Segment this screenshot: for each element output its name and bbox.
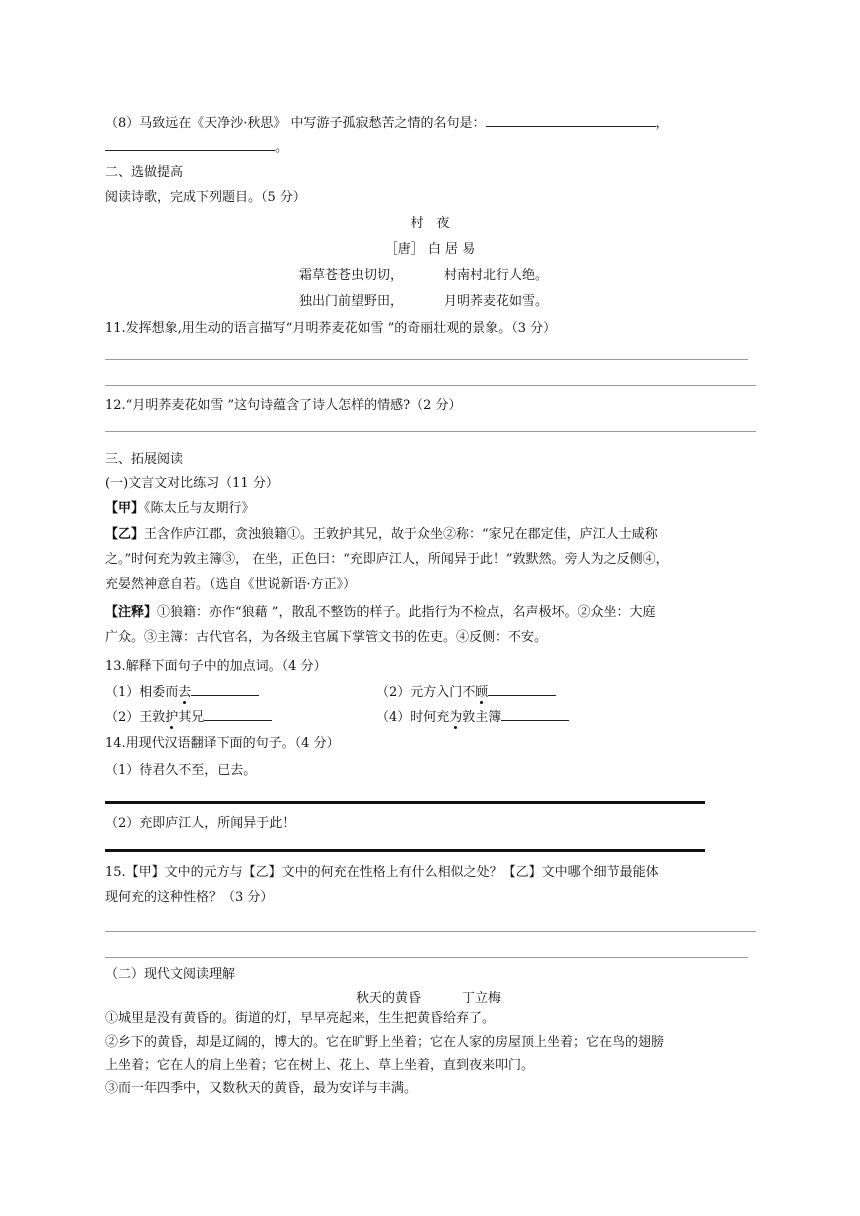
- question-13-item-4: （4）时何充为敦主簿: [376, 708, 569, 727]
- question-15-line-2: 现何充的这种性格？（3 分）: [105, 890, 274, 905]
- answer-line[interactable]: [105, 931, 756, 932]
- article-author: 丁立梅: [462, 991, 502, 1006]
- answer-line[interactable]: [105, 431, 756, 432]
- answer-blank[interactable]: [191, 683, 259, 696]
- article-title: 秋天的黄昏: [356, 991, 422, 1006]
- poem-title: 村 夜: [410, 216, 450, 231]
- answer-blank[interactable]: [486, 114, 656, 127]
- section-2-heading: 二、选做提高: [105, 165, 184, 180]
- question-13-item-3: （2）王敦护其兄: [105, 708, 272, 727]
- question-8: （8）马致远在《天净沙·秋思》 中写游子孤寂愁苦之情的名句是： ，: [105, 116, 669, 131]
- answer-line[interactable]: [105, 957, 748, 958]
- section-3-heading: 三、拓展阅读: [105, 452, 184, 467]
- paragraph-2-line-2: 上坐着；它在人的肩上坐着；它在树上、花上、草上坐着，直到夜来叩门。: [105, 1058, 535, 1073]
- section-2-intro: 阅读诗歌，完成下列题目。（5 分）: [105, 190, 306, 205]
- question-14-title: 14.用现代汉语翻译下面的句子。（4 分）: [105, 736, 340, 751]
- question-15-line-1: 15.【甲】文中的元方与【乙】文中的何充在性格上有什么相似之处？【乙】文中哪个细节最能体: [105, 865, 659, 880]
- yi-text-line-2: 之。”时何充为敦主簿③， 在坐，正色曰：“充即庐江人，所闻异于此！”敦默然。旁人为之反侧④，: [105, 552, 669, 567]
- question-8-second-blank: 。: [105, 138, 288, 157]
- question-13-title: 13.解释下面句子中的加点词。（4 分）: [105, 659, 327, 674]
- question-13-item-1: （1）相委而去: [105, 683, 259, 702]
- answer-blank[interactable]: [204, 708, 272, 721]
- section-3-sub-1: (一)文言文对比练习（11 分）: [105, 476, 279, 491]
- note-line-1: 【注释】①狼籍：亦作“狼藉 ”，散乱不整饬的样子。此指行为不检点，名声极坏。②众坐：大庭: [105, 605, 656, 620]
- answer-line[interactable]: [105, 849, 705, 852]
- question-14-sentence-2: （2）充即庐江人，所闻异于此！: [105, 816, 296, 831]
- answer-line[interactable]: [105, 359, 748, 360]
- answer-line[interactable]: [105, 801, 705, 804]
- poem-line-1b: 村南村北行人绝。: [444, 268, 549, 283]
- paragraph-2-line-1: ②乡下的黄昏，却是辽阔的，博大的。它在旷野上坐着；它在人家的房屋顶上坐着；它在鸟的翅膀: [105, 1035, 665, 1050]
- question-12: 12.“月明荞麦花如雪 ”这句诗蕴含了诗人怎样的情感?（2 分）: [105, 398, 462, 413]
- question-13-item-2: （2）元方入门不顾: [376, 683, 556, 702]
- poem-line-1a: 霜草苍苍虫切切，: [299, 268, 404, 283]
- poem-author: ［唐］ 白 居 易: [384, 242, 476, 257]
- paragraph-3: ③而一年四季中，又数秋天的黄昏，最为安详与丰满。: [105, 1081, 418, 1096]
- yi-text-line-1: 【乙】王含作庐江郡，贪浊狼籍①。王敦护其兄，故于众坐②称：“家兄在郡定佳，庐江人士咸称: [105, 527, 658, 542]
- answer-blank[interactable]: [488, 683, 556, 696]
- question-11: 11.发挥想象,用生动的语言描写“月明荞麦花如雪 ”的奇丽壮观的景象。（3 分）: [105, 321, 557, 336]
- answer-line[interactable]: [105, 385, 756, 386]
- paragraph-1: ①城里是没有黄昏的。街道的灯，早早亮起来，生生把黄昏给弃了。: [105, 1011, 496, 1026]
- note-line-2: 广众。③主簿：古代官名，为各级主官属下掌管文书的佐吏。④反侧：不安。: [105, 630, 548, 645]
- yi-text-line-3: 充晏然神意自若。（选自《世说新语·方正》）: [105, 577, 357, 592]
- answer-blank[interactable]: [501, 708, 569, 721]
- answer-blank[interactable]: [105, 138, 275, 151]
- poem-line-2a: 独出门前望野田，: [299, 294, 404, 309]
- question-14-sentence-1: （1）待君久不至，已去。: [105, 763, 257, 778]
- jia-text-title: 【甲】《陈太丘与友期行》: [105, 501, 255, 516]
- modern-reading-heading: （二）现代文阅读理解: [105, 967, 236, 982]
- poem-line-2b: 月明荞麦花如雪。: [444, 294, 549, 309]
